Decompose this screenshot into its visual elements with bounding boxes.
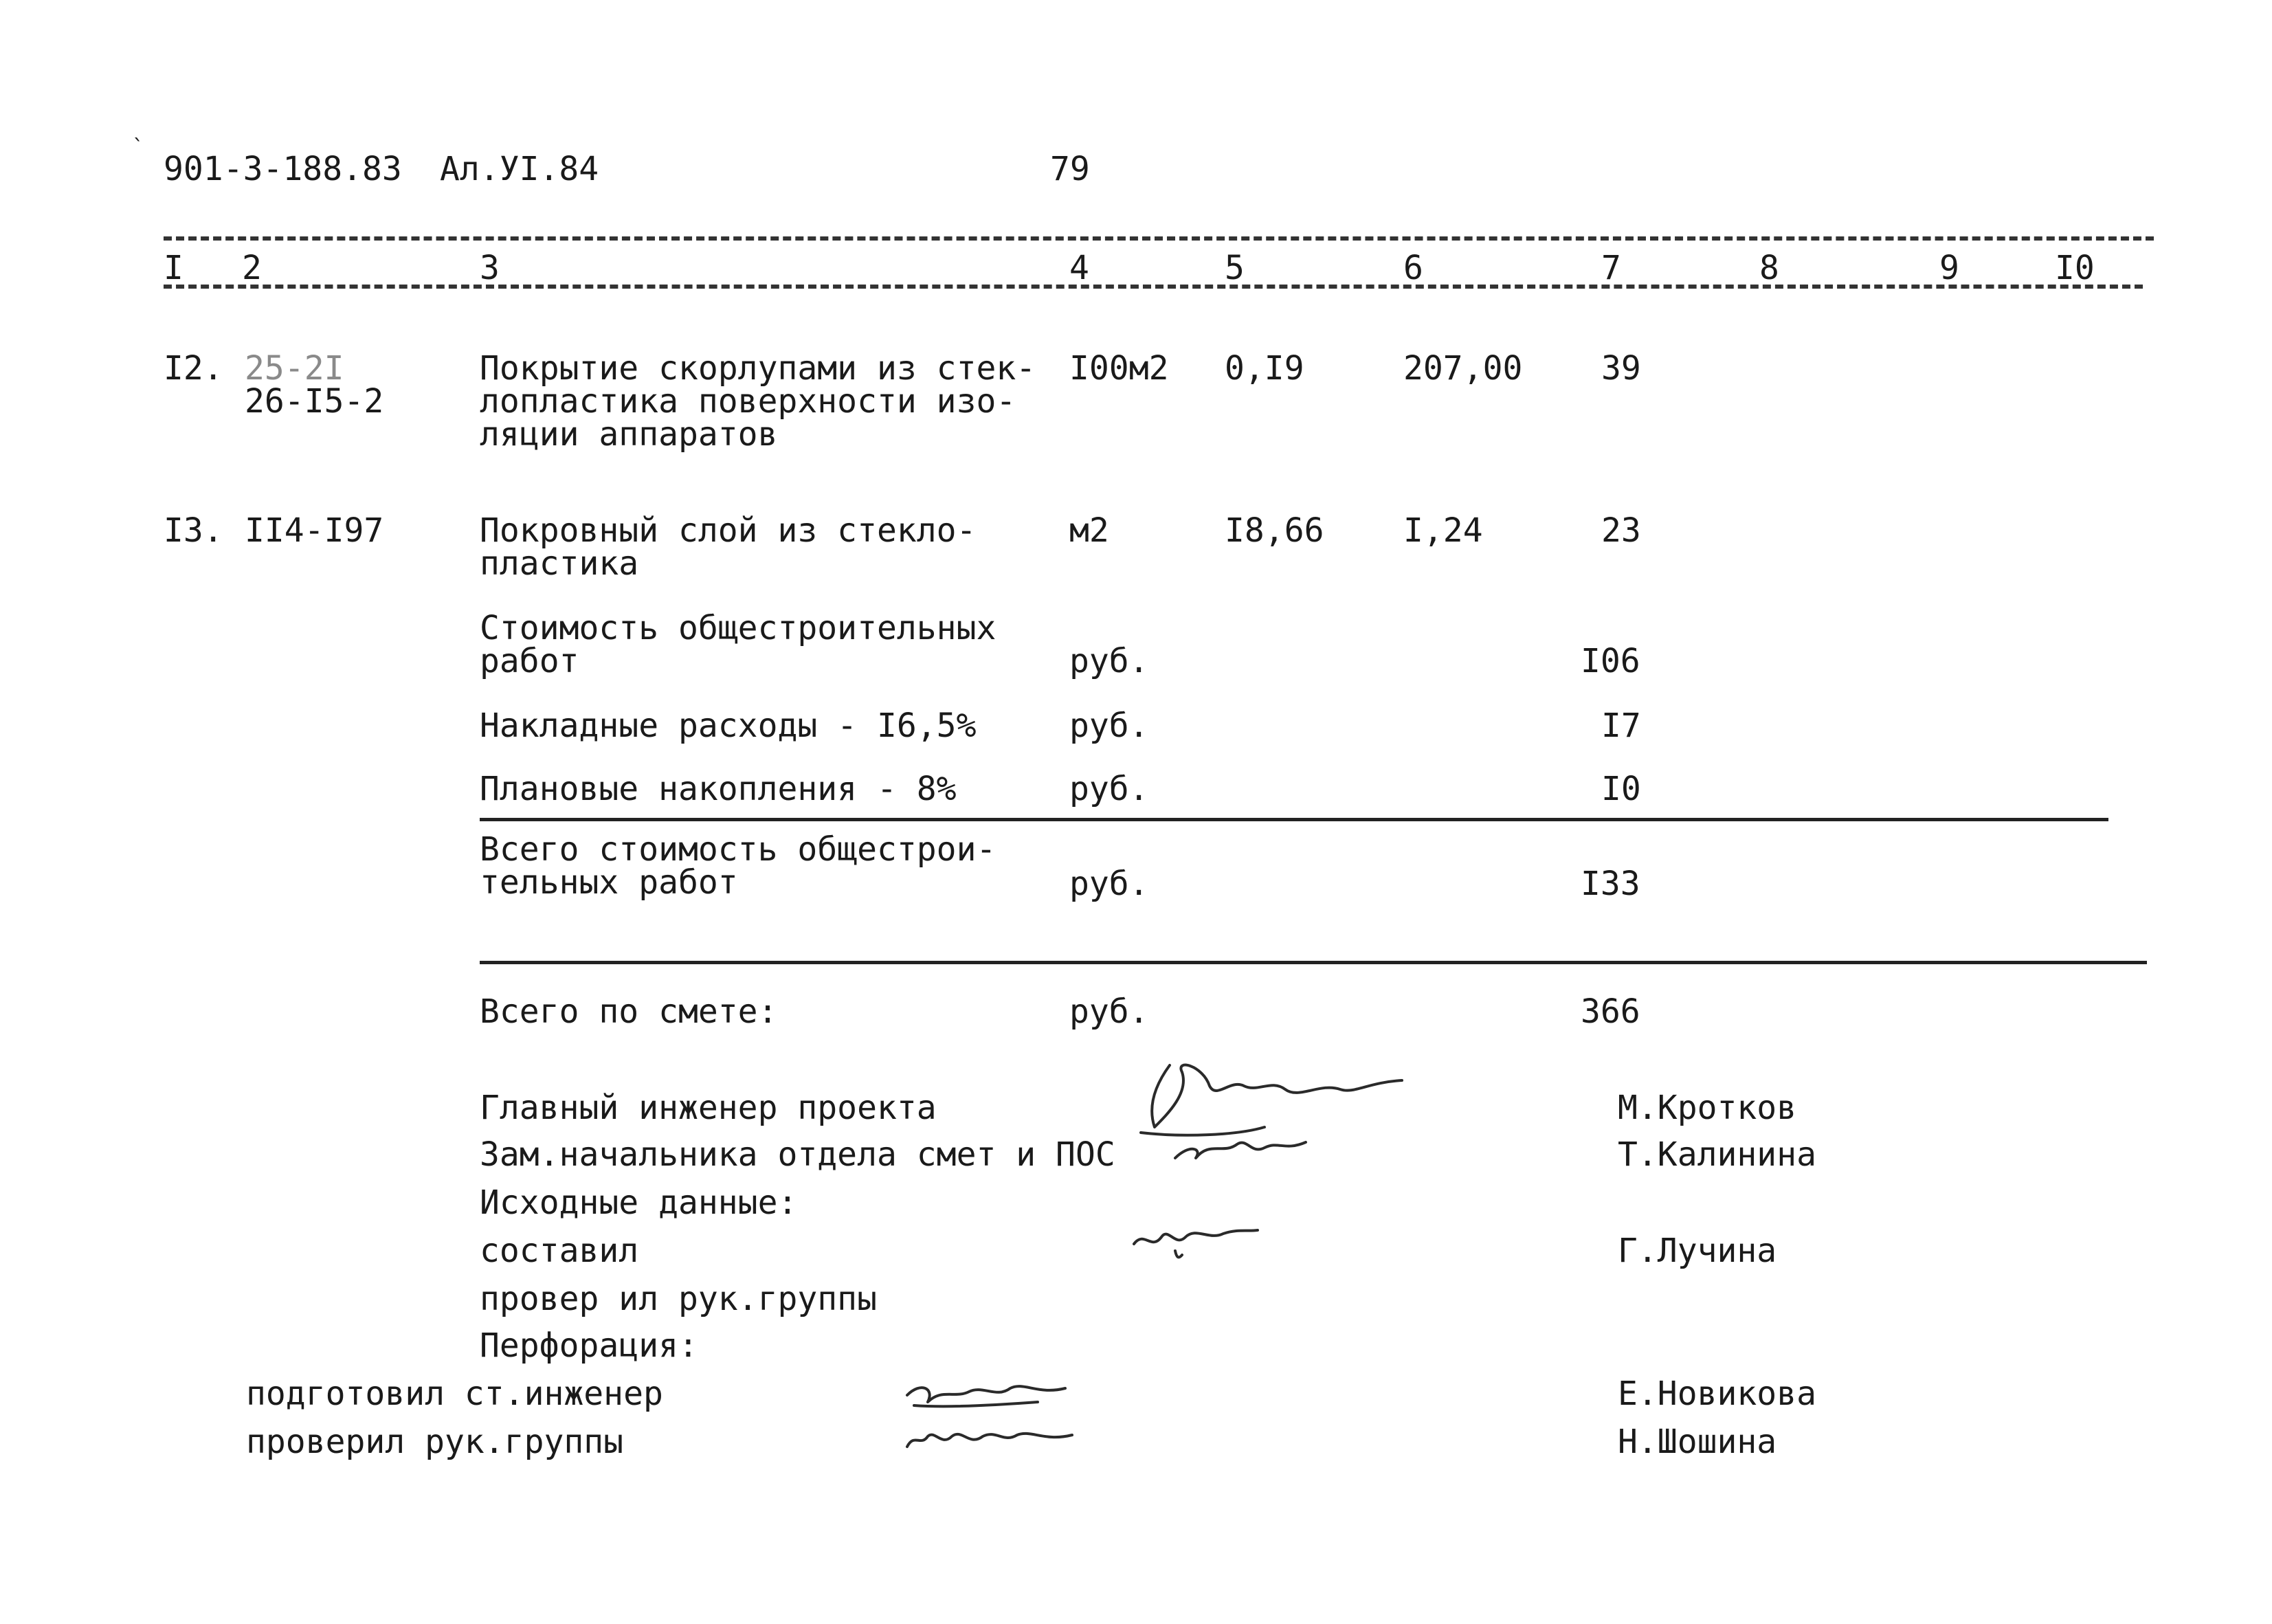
col-header-4: 4 [1069,249,1089,287]
col-header-6: 6 [1403,249,1423,287]
col-header-10: I0 [2055,249,2095,287]
header-rule-top [164,236,2154,241]
summary-value: I7 [1601,707,1641,745]
col-header-5: 5 [1225,249,1245,287]
row-code-primary: 25-2I [245,349,344,388]
signature-role: составил [480,1232,639,1270]
row-unit-price: I,24 [1403,511,1483,550]
handwritten-signature [1127,1210,1265,1265]
grand-total-rule [480,961,2147,964]
col-header-3: 3 [480,249,500,287]
summary-unit: руб. [1069,865,1149,903]
doc-code: 901-3-188.83 [164,150,402,188]
col-header-9: 9 [1939,249,1959,287]
signature-name: Г.Лучина [1618,1232,1777,1270]
signature-role: Исходные данные: [480,1183,798,1222]
signature-name: Н.Шошина [1618,1423,1777,1461]
row-quantity: 0,I9 [1225,349,1304,388]
col-header-2: 2 [242,249,262,287]
signature-role: провер ил рук.группы [480,1280,877,1318]
grand-total-label: Всего по смете: [480,992,778,1031]
sheet-ref: Ал.УI.84 [440,150,599,188]
summary-value: I06 [1581,642,1640,680]
handwritten-signature [900,1368,1079,1416]
summary-label-line: тельных работ [480,863,738,902]
row-code-secondary: 26-I5-2 [245,382,384,421]
row-total: 23 [1601,511,1641,550]
row-description-line: ляции аппаратов [480,415,778,454]
row-total: 39 [1601,349,1641,388]
summary-label-line: Накладные расходы - I6,5% [480,707,977,745]
col-header-1: I [164,249,183,287]
col-header-7: 7 [1601,249,1621,287]
signature-name: Т.Калинина [1618,1135,1816,1174]
row-unit: м2 [1069,511,1109,550]
summary-value: I33 [1581,865,1640,903]
page-number: 79 [1050,150,1090,188]
signature-role: Главный инженер проекта [480,1089,937,1127]
summary-label-line: работ [480,642,579,680]
signature-name: М.Кротков [1618,1089,1797,1127]
row-code-primary: II4-I97 [245,511,384,550]
col-header-8: 8 [1759,249,1779,287]
handwritten-signature [1168,1127,1319,1168]
handwritten-signature [900,1416,1079,1457]
row-quantity: I8,66 [1225,511,1324,550]
row-description-line: Покрытие скорлупами из стек- [480,349,1036,388]
summary-value: I0 [1601,770,1641,808]
summary-unit: руб. [1069,770,1149,808]
row-number: I3. [164,511,223,550]
header-tick-mark: ` [132,135,145,159]
row-unit: I00м2 [1069,349,1169,388]
grand-total-unit: руб. [1069,992,1149,1031]
row-number: I2. [164,349,223,388]
signature-role: подготовил ст.инженер [246,1375,663,1413]
header-rule-bottom [164,285,2143,289]
grand-total-value: 366 [1581,992,1640,1031]
row-unit-price: 207,00 [1403,349,1523,388]
signature-role: Перфорация: [480,1326,698,1365]
summary-label-line: Стоимость общестроительных [480,609,996,647]
summary-unit: руб. [1069,707,1149,745]
signature-role: проверил рук.группы [246,1423,624,1461]
row-description-line: Покровный слой из стекло- [480,511,977,550]
signature-role: Зам.начальника отдела смет и ПОС [480,1135,1115,1174]
row-description-line: лопластика поверхности изо- [480,382,1016,421]
row-description-line: пластика [480,544,639,583]
summary-unit: руб. [1069,642,1149,680]
subtotal-rule [480,818,2108,821]
signature-name: Е.Новикова [1618,1375,1816,1413]
summary-label-line: Плановые накопления - 8% [480,770,957,808]
summary-label-line: Всего стоимость общестрои- [480,830,996,869]
